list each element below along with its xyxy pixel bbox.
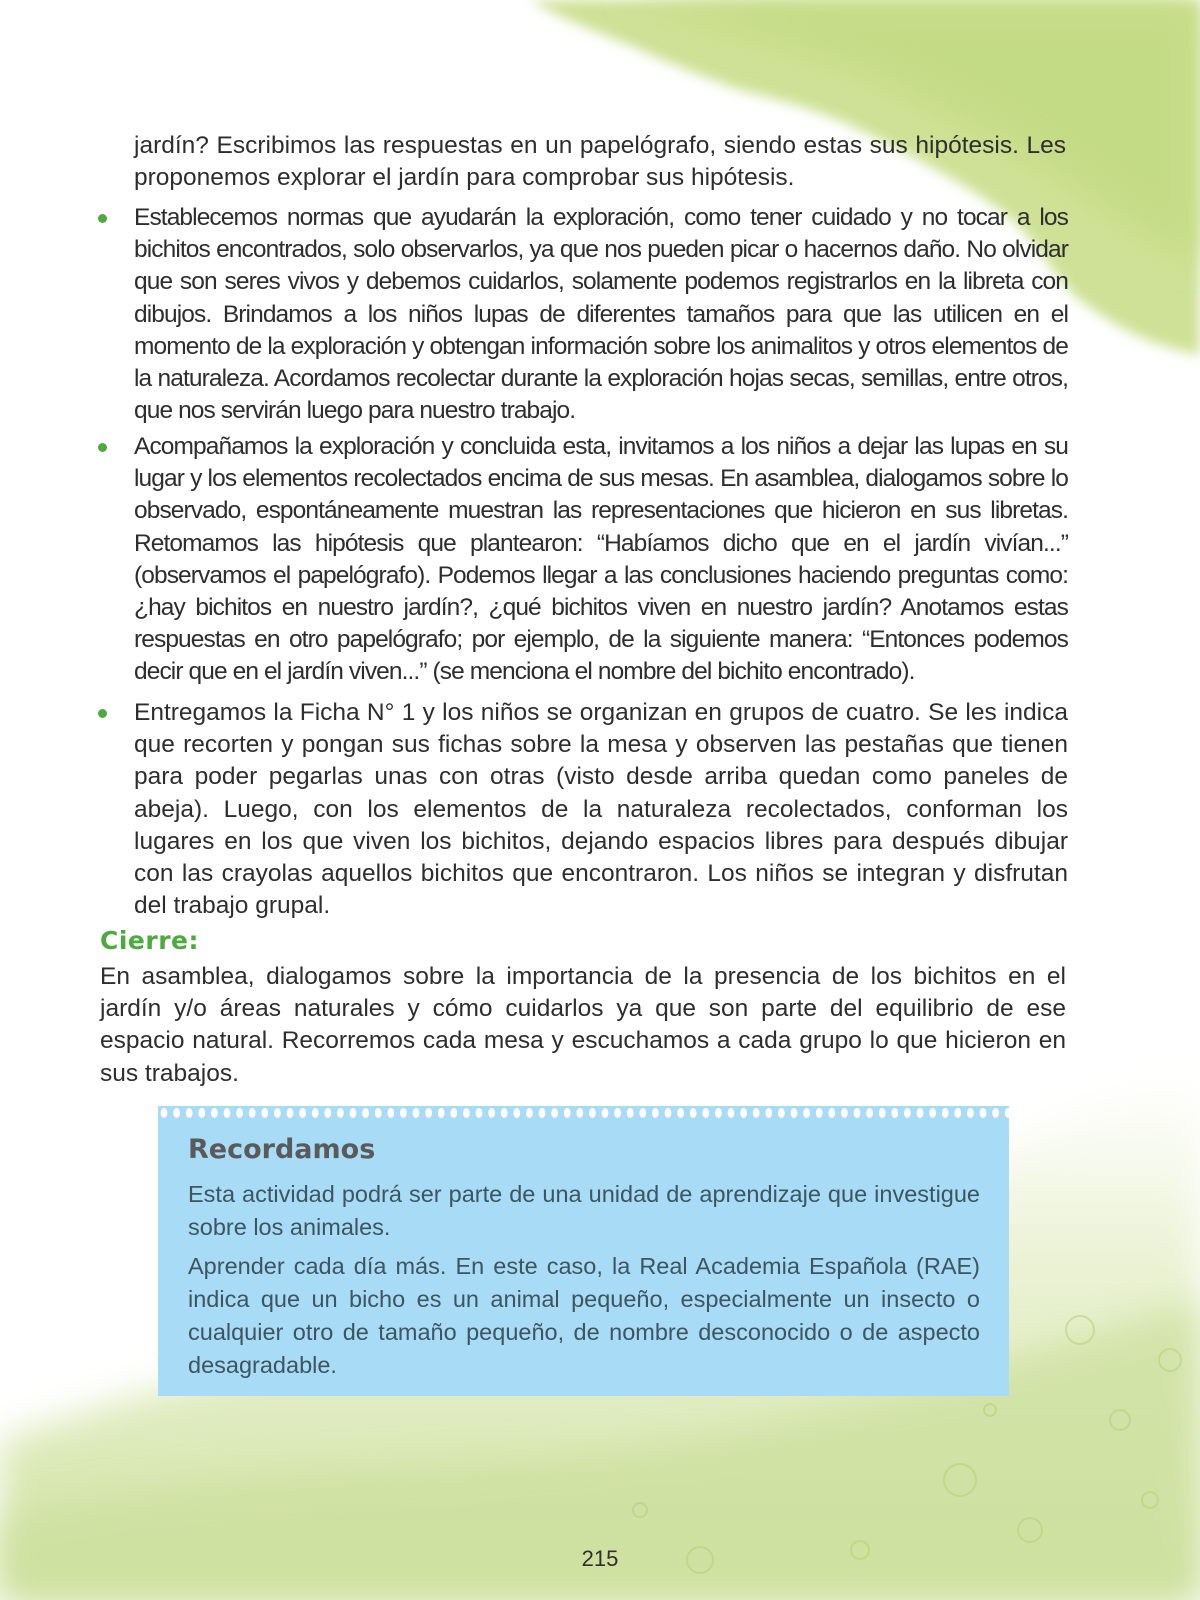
recordamos-note-box xyxy=(158,1106,1009,1396)
cierre-heading: Cierre: xyxy=(100,926,199,955)
bullet-dot-icon xyxy=(98,443,107,452)
intro-continuation-paragraph: jardín? Escribimos las respuestas en un papelógrafo, siendo estas sus hipótesis. Les proponemos explorar el jardín para comprobar sus hipótesis. xyxy=(134,132,1066,192)
note-paragraph: Aprender cada día más. En este caso, la Real Academia Española (RAE) indica que un bicho es un animal pequeño, especialmente un insecto o cualquier otro de tamaño pequeño, de nombre desconocido o de aspecto desagradable. xyxy=(188,1253,980,1378)
bullet-text: Acompañamos la exploración y concluida esta, invitamos a los niños a dejar las lupas en su lugar y los elementos recolectados encima de sus mesas. En asamblea, dialogamos sobre lo observado, espontáneamente muestran las representaciones que hicieron en sus libretas. Retomamos las hipótesis que plantearon: “Habíamos dicho que en el jardín vivían...” (observamos el papelógrafo). Podemos llegar a las conclusiones haciendo preguntas como: ¿hay bichitos en nuestro jardín?, ¿qué bichitos viven en nuestro jardín? Anotamos estas respuestas en otro papelógrafo; por ejemplo, de la siguiente manera: “Entonces podemos decir que en el jardín viven...” (se menciona el nombre del bichito encontrado). xyxy=(134,433,1068,686)
bullet-item-exploration xyxy=(96,431,1068,689)
bullet-text: Entregamos la Ficha N° 1 y los niños se organizan en grupos de cuatro. Se les indica que recorten y pongan sus fichas sobre la mesa y observen las pestañas que tienen para poder pegarlas unas con otras (visto desde arriba quedan como paneles de abeja). Luego, con los elementos de la naturaleza recolectados, conforman los lugares en los que viven los bichitos, dejando espacios libres para después dibujar con las crayolas aquellos bichitos que encontraron. Los niños se integran y disfrutan del trabajo grupal. xyxy=(134,699,1068,920)
bullet-item-ficha xyxy=(96,697,1068,922)
bullet-text: Establecemos normas que ayudarán la exploración, como tener cuidado y no tocar a los bichitos encontrados, solo observarlos, ya que nos pueden picar o hacernos daño. No olvidar que son seres vivos y debemos cuidarlos, solamente podemos registrarlos en la libreta con dibujos. Brindamos a los niños lupas de diferentes tamaños para que las utilicen en el momento de la exploración y obtengan información sobre los animalitos y otros elementos de la naturaleza. Acordamos recolectar durante la exploración hojas secas, semillas, entre otros, que nos servirán luego para nuestro trabajo. xyxy=(134,204,1068,425)
bullet-item-norms xyxy=(96,202,1068,427)
bullet-dot-icon xyxy=(98,709,107,718)
cierre-paragraph: En asamblea, dialogamos sobre la importancia de la presencia de los bichitos en el jardín y/o áreas naturales y cómo cuidarlos ya que son parte del equilibrio de ese espacio natural. Recorremos cada mesa y escuchamos a cada grupo lo que hicieron en sus trabajos. xyxy=(100,963,1066,1087)
bullet-dot-icon xyxy=(98,214,107,223)
note-paragraph: Esta actividad podrá ser parte de una unidad de aprendizaje que investigue sobre los animales. xyxy=(188,1181,980,1240)
page-number: 215 xyxy=(581,1546,619,1571)
perforation-edge xyxy=(158,1104,1009,1122)
note-title: Recordamos xyxy=(188,1134,376,1165)
